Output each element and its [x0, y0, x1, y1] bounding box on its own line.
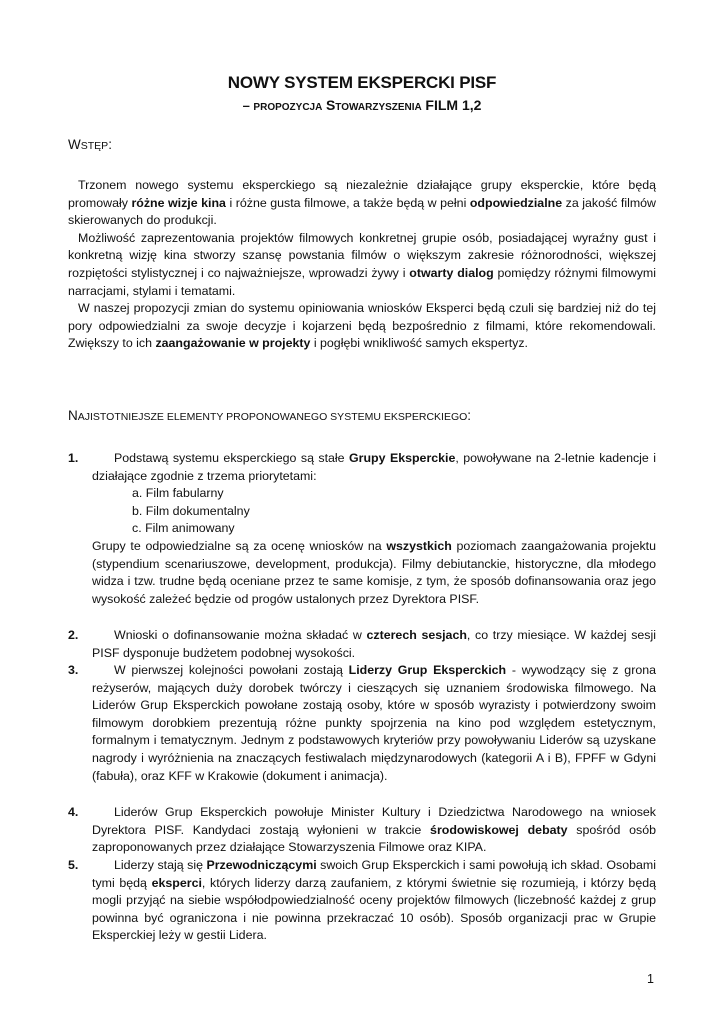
document-subtitle — [0, 97, 724, 113]
intro-heading — [68, 137, 112, 152]
intro-paragraph-3: W naszej propozycji zmian do systemu opiniowania wniosków Eksperci będą czuli się bardziej niż do tej pory odpowiedzialni za swoje decyzje i kojarzeni będą bezpośrednio z filmami, które rekomendowali. Zwiększy to ich zaangażowanie w projekty i pogłębi wnikliwość samych ekspertyz. — [68, 301, 656, 351]
sublist-item: a. Film fabularny — [132, 486, 224, 501]
intro-section — [68, 177, 656, 353]
list-item-text: W pierwszej kolejności powołani zostają Liderzy Grup Eksperckich - wywodzący się z grona reżyserów, mających duży dorobek twórczy i cieszących się uznaniem środowiska filmowego. Na Liderów Grup Eksperckich powołane zostają osoby, które w sposób wyrazisty i potwierdzony swoim filmowym dorobkiem prezentują różne punkty spojrzenia na kino pod względem estetycznym, formalnym i tematycznym. Jednym z podstawowych kryteriów przy powoływaniu Liderów są uzyskane nagrody i wyróżnienia na znaczących festiwalach międzynarodowych (kategorii A i B), FPFF w Gdyni (fabuła), oraz KFF w Krakowie (dokument i animacja). — [92, 663, 656, 783]
list-item-text: Wnioski o dofinansowanie można składać w czterech sesjach, co trzy miesiące. W każdej sesji PISF dysponuje budżetem podobnej wysokości. — [92, 628, 656, 660]
subtitle-proposal: PROPOZYCJA — [253, 102, 323, 113]
intro-heading-initial: W — [68, 137, 81, 152]
list-item-1 — [68, 450, 656, 608]
sublist-item: c. Film animowany — [132, 521, 235, 536]
list-item-text: Podstawą systemu eksperckiego są stałe Grupy Eksperckie, powoływane na 2-letnie kadencje i działające zgodnie z trzema priorytetami: — [92, 451, 656, 483]
list-number: 4. — [68, 805, 79, 819]
list-item-text: Liderów Grup Eksperckich powołuje Minister Kultury i Dziedzictwa Narodowego na wniosek Dyrektora PISF. Kandydaci zostają wyłonieni w trakcie środowiskowej debaty spośród osób zaproponowanych przez działające Stowarzyszenia Filmowe oraz KIPA. — [92, 805, 656, 855]
list-number: 5. — [68, 858, 79, 872]
intro-heading-colon: : — [108, 137, 112, 152]
list-item-4 — [68, 804, 656, 857]
list-number: 2. — [68, 628, 79, 642]
document-title: NOWY SYSTEM EKSPERCKI PISF — [227, 73, 497, 92]
list-item-3 — [68, 662, 656, 785]
subtitle-association: TOWARZYSZENIA — [335, 102, 422, 113]
subtitle-film: FILM 1,2 — [425, 97, 482, 113]
elements-heading-initial: N — [68, 408, 78, 423]
intro-paragraph-2: Możliwość zaprezentowania projektów filmowych konkretnej grupie osób, posiadającej wyraźny gust i konkretną wizję kina stworzy szansę powstania filmów o większym zakresie różnorodności, większej rozpiętości stylistycznej i co najważniejsze, wprowadzi żywy i otwarty dialog pomiędzy różnymi filmowymi narracjami, stylami i tematami. — [68, 230, 656, 298]
list-item-2 — [68, 627, 656, 662]
elements-heading — [68, 408, 471, 423]
sublist-item: b. Film dokumentalny — [132, 503, 250, 518]
priority-sublist — [132, 485, 656, 538]
list-number: 1. — [68, 451, 79, 465]
elements-heading-colon: : — [467, 408, 472, 423]
subtitle-s-initial: S — [325, 97, 336, 113]
list-number: 3. — [68, 663, 79, 677]
list-item-5 — [68, 857, 656, 945]
list-item-continuation: Grupy te odpowiedzialne są za ocenę wniosków na wszystkich poziomach zaangażowania projektu (stypendium scenariuszowe, development, produkcja). Filmy debiutanckie, historyczne, dla młodego widza i tzw. trudne będą oceniane przez te same komisje, z tym, że sposób dofinansowania oraz jego wysokość zależeć będzie od progów ustalonych przez Dyrektora PISF. — [92, 538, 656, 606]
list-item-text: Liderzy stają się Przewodniczącymi swoich Grup Eksperckich i sami powołują ich skład. Osobami tymi będą eksperci, których liderzy darzą zaufaniem, z którymi świetnie się rozumieją, i którzy będą mogli przyjąć na siebie współodpowiedzialność oceny projektów filmowych (liczebność każdej z grup powinna być ograniczona i nie powinna przekraczać 10 osób). Sposób organizacji prac w Grupie Eksperckiej leży w gestii Lidera. — [92, 858, 656, 943]
subtitle-dash: – — [242, 98, 254, 113]
intro-heading-rest: STĘP — [80, 140, 109, 152]
intro-paragraph-1: Trzonem nowego systemu eksperckiego są niezależnie działające grupy eksperckie, które będą promowały różne wizje kina i różne gusta filmowe, a także będą w pełni odpowiedzialne za jakość filmów skierowanych do produkcji. — [68, 178, 656, 228]
elements-heading-rest: AJISTOTNIEJSZE ELEMENTY PROPONOWANEGO SYSTEMU EKSPERCKIEGO — [77, 411, 468, 423]
page-number: 1 — [647, 972, 654, 986]
